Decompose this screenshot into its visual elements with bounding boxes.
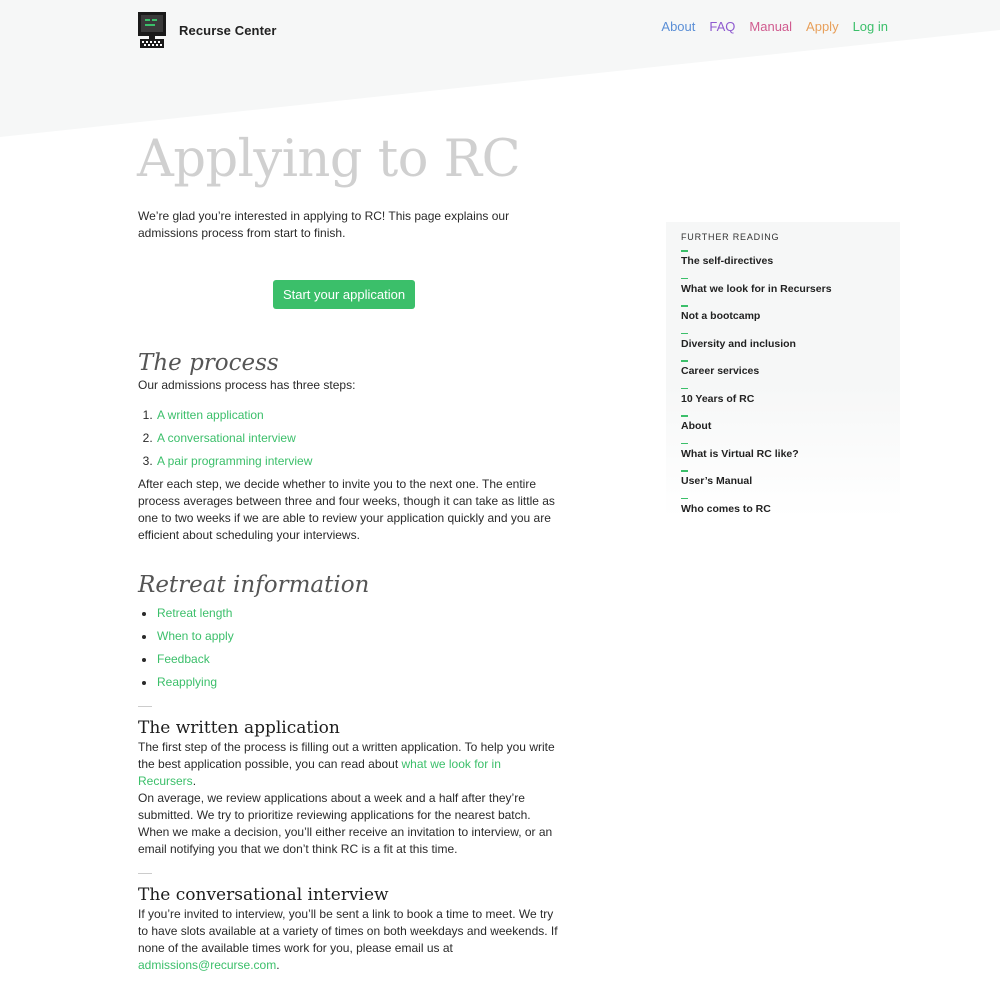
nav-manual-link[interactable]: Manual xyxy=(749,19,793,34)
step-conversational-interview-link[interactable]: A conversational interview xyxy=(157,431,296,445)
list-item xyxy=(156,430,558,447)
conversational-interview-paragraph xyxy=(138,906,558,974)
nav-faq-link[interactable]: FAQ xyxy=(709,19,736,34)
cta-container xyxy=(138,280,550,309)
process-heading: The process xyxy=(138,350,279,376)
home-logo-link[interactable] xyxy=(138,12,277,48)
process-steps-list xyxy=(156,407,558,470)
list-item xyxy=(156,605,558,622)
list-item xyxy=(156,407,558,424)
list-item xyxy=(156,453,558,470)
process-intro: Our admissions process has three steps: xyxy=(138,378,356,392)
page-title: Applying to RC xyxy=(137,130,521,189)
computer-logo-icon xyxy=(138,12,166,48)
further-reading-link[interactable]: The self-directives xyxy=(681,249,885,277)
further-reading-link[interactable]: Diversity and inclusion xyxy=(681,332,885,360)
process-description: After each step, we decide whether to invite you to the next one. The entire process averages between three and four weeks, though it can take as little as one to two weeks if we are able to review your application quickly and you are efficient about scheduling your interviews. xyxy=(138,477,555,542)
admissions-email-link[interactable]: admissions@recurse.com xyxy=(138,958,277,972)
further-reading-link[interactable]: About xyxy=(681,414,885,442)
conversational-interview-heading: The conversational interview xyxy=(138,884,558,906)
further-reading-link[interactable]: Not a bootcamp xyxy=(681,304,885,332)
retreat-length-link[interactable]: Retreat length xyxy=(157,606,233,620)
further-reading-sidebar xyxy=(666,222,900,518)
written-application-text: The first step of the process is filling out a written application. To help you write the best application possible, you can read about xyxy=(138,740,555,771)
written-application-heading: The written application xyxy=(138,717,558,739)
further-reading-link[interactable]: 10 Years of RC xyxy=(681,387,885,415)
written-application-paragraph xyxy=(138,739,558,790)
step-pair-programming-link[interactable]: A pair programming interview xyxy=(157,454,313,468)
nav-apply-link[interactable]: Apply xyxy=(806,19,839,34)
period-text: . xyxy=(192,774,197,788)
list-item xyxy=(156,651,558,668)
what-we-look-for-link[interactable]: what we look for in Recursers xyxy=(138,757,501,788)
nav-about-link[interactable]: About xyxy=(661,19,696,34)
further-reading-link[interactable]: User’s Manual xyxy=(681,469,885,497)
step-written-application-link[interactable]: A written application xyxy=(157,408,264,422)
further-reading-link[interactable]: Career services xyxy=(681,359,885,387)
further-reading-title: FURTHER READING xyxy=(681,232,780,242)
main-content xyxy=(138,208,558,974)
feedback-link[interactable]: Feedback xyxy=(157,652,210,666)
retreat-info-list xyxy=(156,605,558,691)
period-text: . xyxy=(276,958,280,972)
site-header xyxy=(0,0,1000,60)
intro-text: We’re glad you’re interested in applying to RC! This page explains our admissions process from start to finish. xyxy=(138,209,510,240)
review-timing-paragraph: On average, we review applications about a week and a half after they’re submitted. We try to prioritize reviewing applications for the nearest batch. When we make a decision, you’ll either receive an invitation to interview, or an email notifying you that we don’t think RC is a fit at this time. xyxy=(138,791,553,856)
top-nav xyxy=(661,19,888,34)
start-application-button[interactable]: Start your application xyxy=(273,280,415,309)
brand-name: Recurse Center xyxy=(179,22,277,38)
reapplying-link[interactable]: Reapplying xyxy=(157,675,218,689)
list-item xyxy=(156,628,558,645)
further-reading-link[interactable]: What we look for in Recursers xyxy=(681,277,885,305)
further-reading-link[interactable]: Who comes to RC xyxy=(681,497,885,525)
when-to-apply-link[interactable]: When to apply xyxy=(157,629,234,643)
retreat-heading: Retreat information xyxy=(138,572,370,598)
conversational-interview-text: If you’re invited to interview, you’ll be sent a link to book a time to meet. We try to have slots available at a variety of times on both weekdays and weekends. If none of the available times work for you, please email us at xyxy=(138,907,558,955)
nav-login-link[interactable]: Log in xyxy=(852,19,888,34)
further-reading-link[interactable]: What is Virtual RC like? xyxy=(681,442,885,470)
list-item xyxy=(156,674,558,691)
